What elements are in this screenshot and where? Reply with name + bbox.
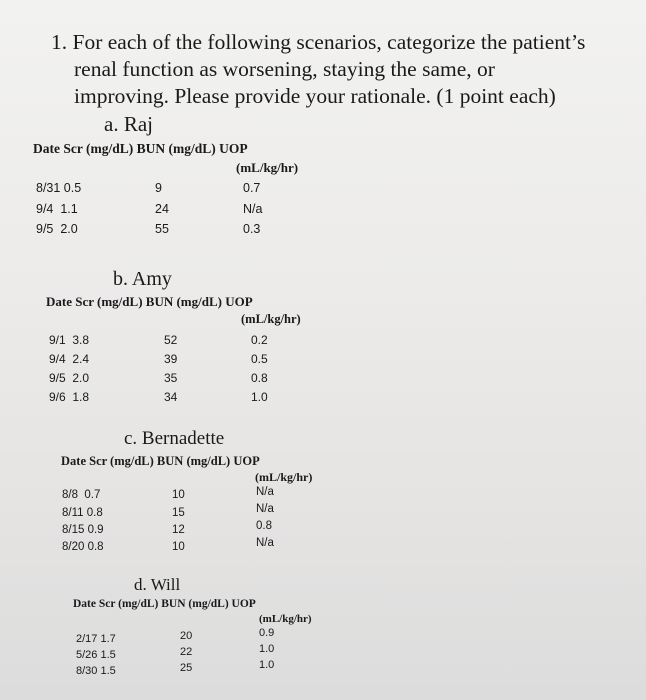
- row-date-scr: 8/20 0.8: [62, 541, 104, 553]
- row-bun: 10: [172, 541, 185, 553]
- row-date-scr: 9/4 1.1: [36, 202, 78, 216]
- row-bun: 52: [164, 333, 178, 347]
- uop-unit: (mL/kg/hr): [236, 160, 299, 175]
- table-header: Date Scr (mg/dL) BUN (mg/dL) UOP: [33, 141, 248, 156]
- question-line-3: improving. Please provide your rationale. (1 point each): [74, 84, 556, 108]
- row-uop: 0.2: [251, 333, 268, 347]
- row-uop: 0.3: [243, 222, 261, 236]
- uop-unit: (mL/kg/hr): [241, 312, 301, 326]
- row-uop: 1.0: [259, 643, 275, 655]
- row-uop: N/a: [256, 537, 274, 549]
- row-uop: 0.8: [251, 371, 268, 385]
- row-uop: 0.8: [256, 520, 272, 532]
- row-uop: 0.9: [259, 627, 275, 639]
- row-bun: 20: [180, 630, 193, 642]
- row-date-scr: 9/5 2.0: [36, 222, 78, 236]
- row-bun: 34: [164, 390, 178, 404]
- row-uop: N/a: [256, 486, 274, 498]
- row-date-scr: 8/11 0.8: [62, 507, 103, 519]
- section-title: c. Bernadette: [124, 428, 225, 449]
- row-date-scr: 8/15 0.9: [62, 524, 104, 536]
- row-date-scr: 8/8 0.7: [62, 489, 101, 501]
- row-bun: 35: [164, 371, 178, 385]
- section-title: a. Raj: [104, 112, 153, 136]
- row-date-scr: 9/4 2.4: [49, 352, 90, 366]
- uop-unit: (mL/kg/hr): [255, 470, 313, 484]
- row-bun: 39: [164, 352, 178, 366]
- question-line-2: renal function as worsening, staying the same, or: [74, 57, 495, 81]
- row-uop: 1.0: [259, 659, 275, 671]
- row-bun: 12: [172, 524, 185, 536]
- row-bun: 24: [155, 202, 169, 216]
- row-bun: 15: [172, 507, 185, 519]
- row-bun: 9: [155, 181, 162, 195]
- row-date-scr: 8/31 0.5: [36, 181, 82, 195]
- row-bun: 55: [155, 222, 169, 236]
- row-date-scr: 9/6 1.8: [49, 390, 90, 404]
- row-date-scr: 9/1 3.8: [49, 333, 90, 347]
- row-date-scr: 5/26 1.5: [76, 649, 116, 661]
- row-uop: 0.7: [243, 181, 261, 195]
- row-uop: 1.0: [251, 390, 268, 404]
- row-date-scr: 2/17 1.7: [76, 633, 116, 645]
- table-header: Date Scr (mg/dL) BUN (mg/dL) UOP: [61, 454, 260, 468]
- row-uop: 0.5: [251, 352, 268, 366]
- row-bun: 10: [172, 489, 185, 501]
- uop-unit: (mL/kg/hr): [259, 613, 312, 625]
- row-date-scr: 8/30 1.5: [76, 665, 116, 677]
- row-uop: N/a: [256, 503, 274, 515]
- section-title: b. Amy: [113, 268, 172, 290]
- question-line-1: 1. For each of the following scenarios, categorize the patient’s: [51, 30, 586, 54]
- row-bun: 25: [180, 662, 193, 674]
- table-header: Date Scr (mg/dL) BUN (mg/dL) UOP: [46, 294, 253, 309]
- section-title: d. Will: [134, 575, 181, 594]
- row-date-scr: 9/5 2.0: [49, 371, 90, 385]
- table-header: Date Scr (mg/dL) BUN (mg/dL) UOP: [73, 598, 256, 610]
- row-bun: 22: [180, 646, 193, 658]
- row-uop: N/a: [243, 202, 263, 216]
